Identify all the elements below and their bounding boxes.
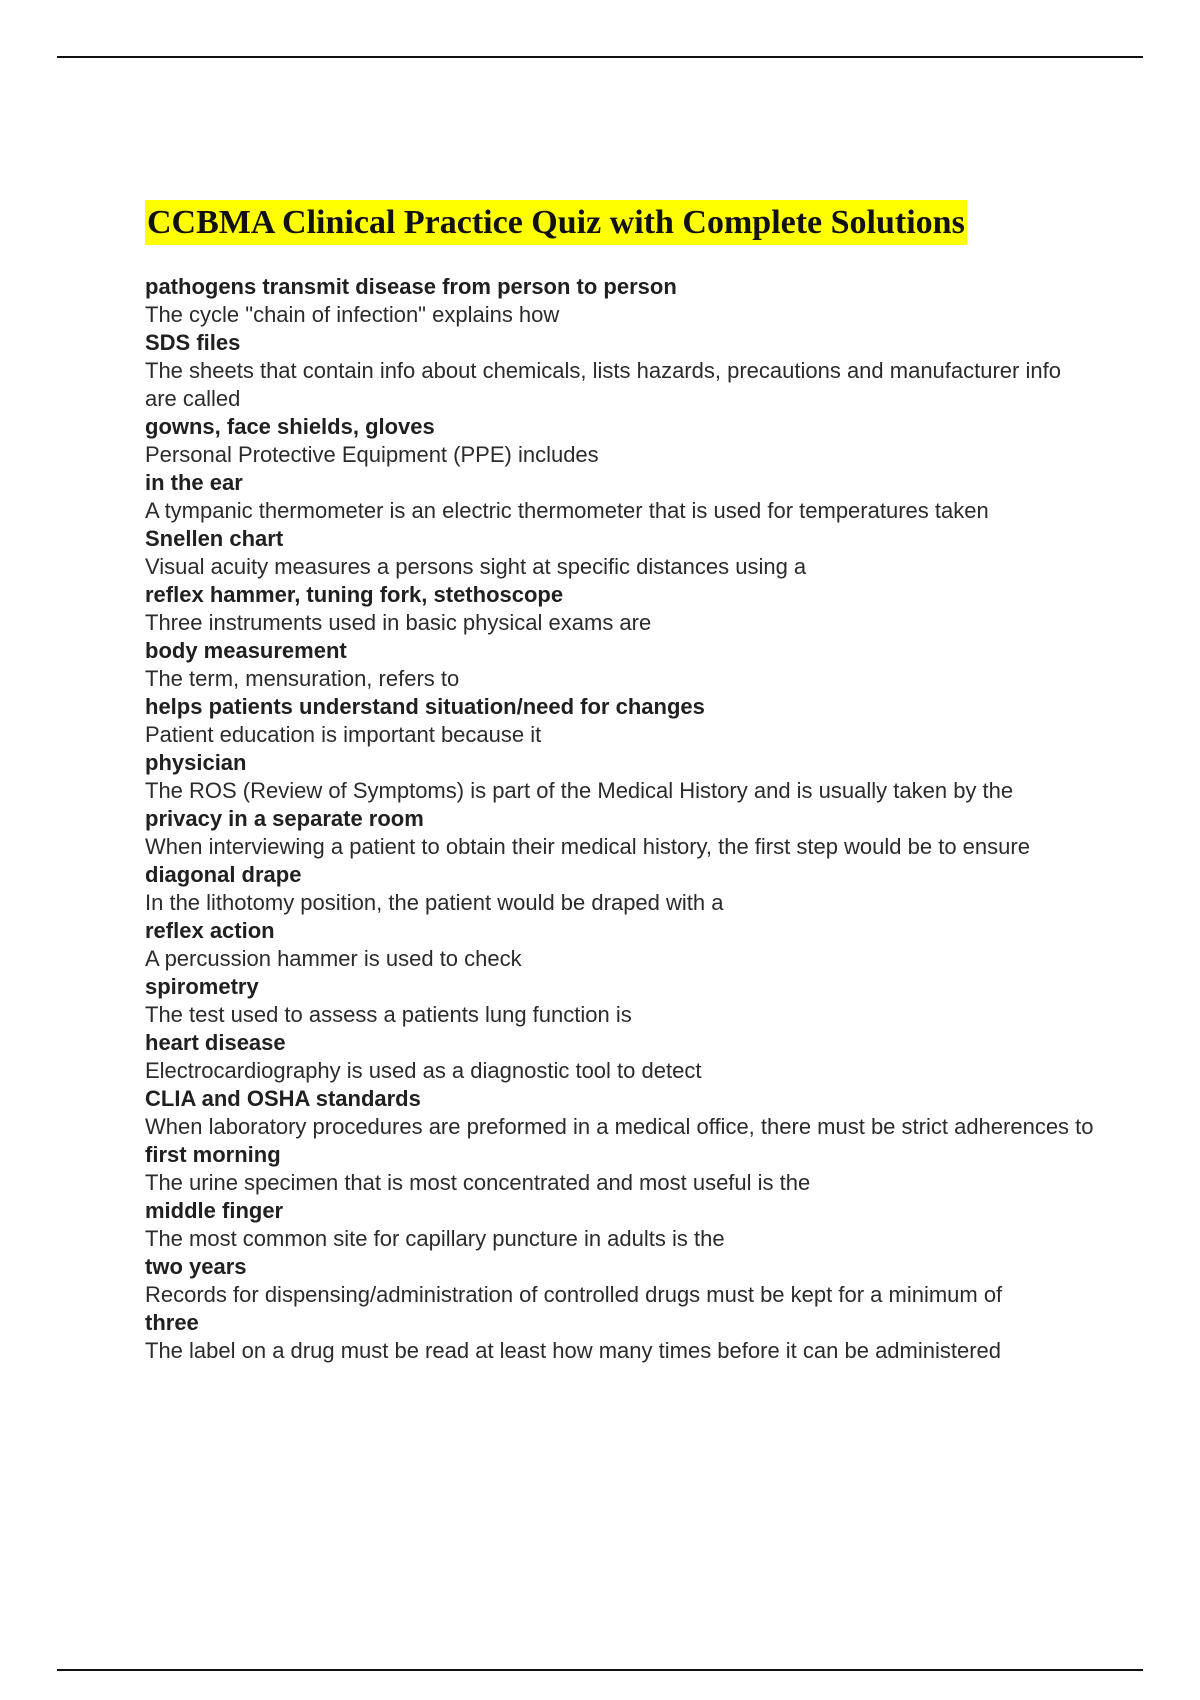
answer-text: middle finger [145, 1198, 284, 1223]
answer-text: first morning [145, 1142, 281, 1167]
qa-item [145, 273, 1095, 329]
question-text: Electrocardiography is used as a diagnostic tool to detect [145, 1058, 702, 1083]
answer-text: SDS files [145, 330, 241, 355]
answer-text: diagonal drape [145, 862, 302, 887]
qa-item [145, 973, 1095, 1029]
answer-text: three [145, 1310, 199, 1335]
qa-item [145, 1141, 1095, 1197]
question-text: A percussion hammer is used to check [145, 946, 522, 971]
answer-text: CLIA and OSHA standards [145, 1086, 421, 1111]
answer-text: helps patients understand situation/need for changes [145, 694, 705, 719]
question-text: In the lithotomy position, the patient would be draped with a [145, 890, 724, 915]
qa-item [145, 413, 1095, 469]
question-text: Personal Protective Equipment (PPE) includes [145, 442, 599, 467]
answer-text: physician [145, 750, 247, 775]
question-text: The cycle "chain of infection" explains how [145, 302, 560, 327]
answer-text: spirometry [145, 974, 259, 999]
qa-item [145, 581, 1095, 637]
question-text: Visual acuity measures a persons sight at specific distances using a [145, 554, 807, 579]
answer-text: body measurement [145, 638, 347, 663]
qa-item [145, 917, 1095, 973]
question-text: A tympanic thermometer is an electric thermometer that is used for temperatures taken [145, 498, 989, 523]
question-text: The test used to assess a patients lung function is [145, 1002, 632, 1027]
top-rule [57, 56, 1143, 58]
question-text: Three instruments used in basic physical exams are [145, 610, 652, 635]
question-text: The sheets that contain info about chemicals, lists hazards, precautions and manufacturer info are called [145, 358, 1061, 411]
qa-item [145, 805, 1095, 861]
answer-text: two years [145, 1254, 247, 1279]
qa-item [145, 749, 1095, 805]
question-text: Patient education is important because it [145, 722, 542, 747]
qa-item [145, 1029, 1095, 1085]
question-text: When interviewing a patient to obtain their medical history, the first step would be to ensure [145, 834, 1030, 859]
qa-item [145, 1085, 1095, 1141]
answer-text: reflex action [145, 918, 275, 943]
qa-item [145, 1197, 1095, 1253]
question-text: When laboratory procedures are preformed in a medical office, there must be strict adherences to [145, 1114, 1094, 1139]
qa-list [145, 273, 1095, 1365]
answer-text: in the ear [145, 470, 243, 495]
qa-item [145, 1253, 1095, 1309]
question-text: The term, mensuration, refers to [145, 666, 460, 691]
bottom-rule [57, 1669, 1143, 1671]
answer-text: gowns, face shields, gloves [145, 414, 435, 439]
qa-item [145, 693, 1095, 749]
answer-text: reflex hammer, tuning fork, stethoscope [145, 582, 564, 607]
answer-text: Snellen chart [145, 526, 284, 551]
answer-text: pathogens transmit disease from person to person [145, 274, 677, 299]
qa-item [145, 469, 1095, 525]
qa-item [145, 525, 1095, 581]
qa-item [145, 637, 1095, 693]
qa-item [145, 1309, 1095, 1365]
question-text: The ROS (Review of Symptoms) is part of the Medical History and is usually taken by the [145, 778, 1014, 803]
document-title: CCBMA Clinical Practice Quiz with Complete Solutions [145, 200, 967, 245]
answer-text: privacy in a separate room [145, 806, 424, 831]
question-text: Records for dispensing/administration of controlled drugs must be kept for a minimum of [145, 1282, 1003, 1307]
answer-text: heart disease [145, 1030, 286, 1055]
question-text: The urine specimen that is most concentrated and most useful is the [145, 1170, 811, 1195]
qa-item [145, 861, 1095, 917]
question-text: The label on a drug must be read at least how many times before it can be administered [145, 1338, 1002, 1363]
title-block [145, 200, 1125, 245]
qa-item [145, 329, 1095, 413]
question-text: The most common site for capillary puncture in adults is the [145, 1226, 725, 1251]
